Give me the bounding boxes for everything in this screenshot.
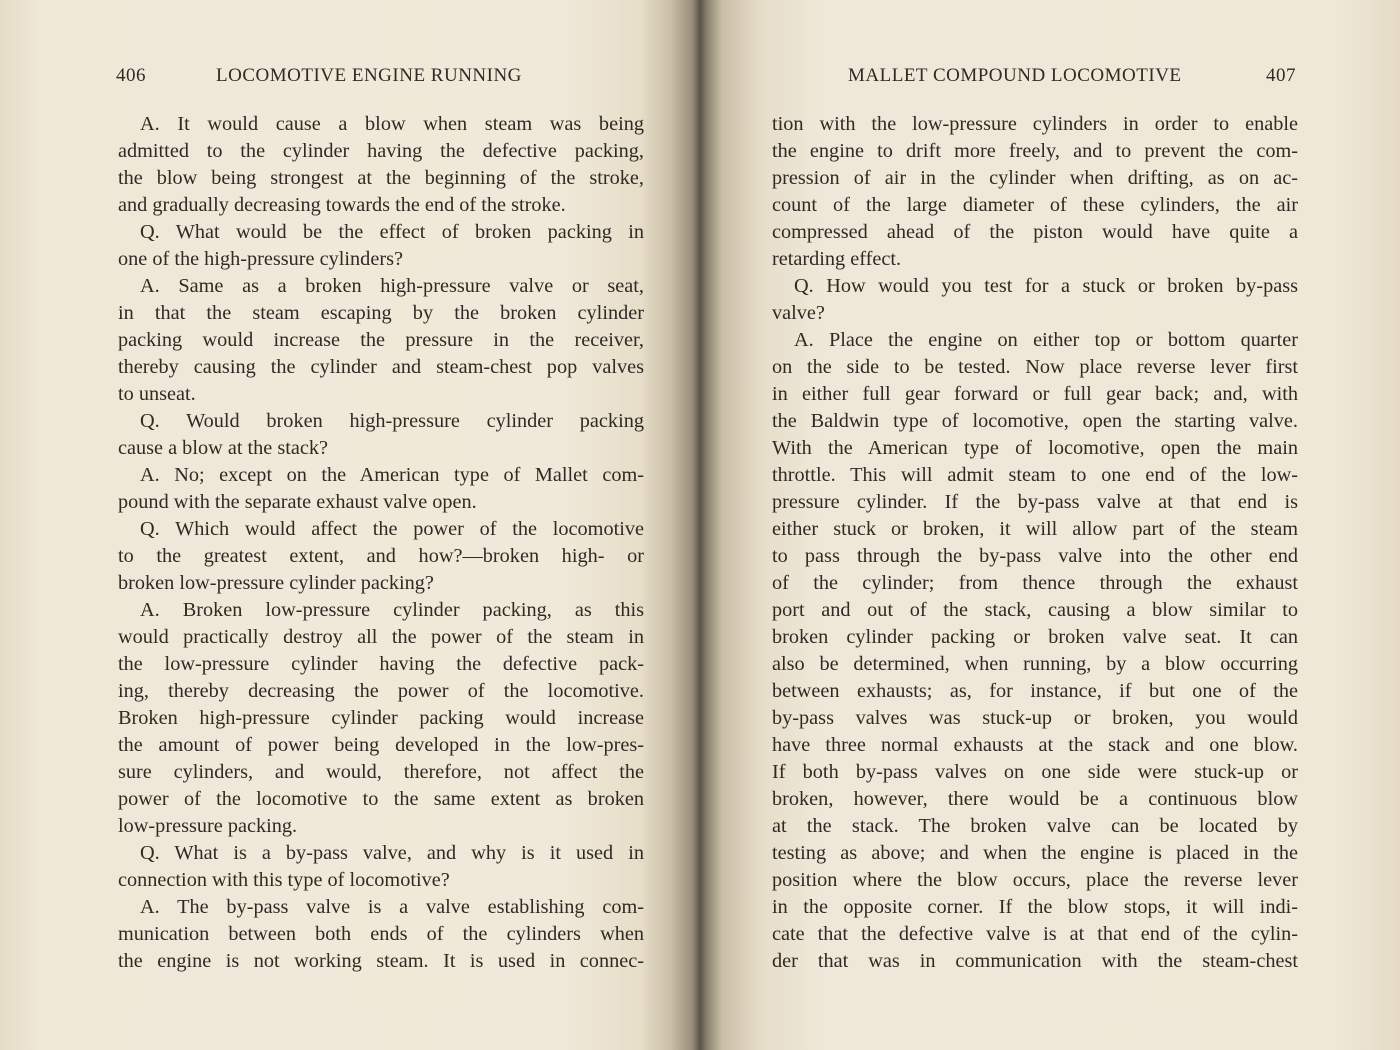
text-line: Q. What is a by-pass valve, and why is it used in bbox=[140, 842, 644, 864]
text-line: sure cylinders, and would, therefore, not affect the bbox=[118, 761, 644, 783]
text-line: the blow being strongest at the beginning of the stroke, bbox=[118, 167, 644, 189]
text-line: would practically destroy all the power of the steam in bbox=[118, 626, 644, 648]
text-line: also be determined, when running, by a blow occurring bbox=[772, 653, 1298, 675]
text-line: tion with the low-pressure cylinders in order to enable bbox=[772, 113, 1298, 135]
text-line: cause a blow at the stack? bbox=[118, 437, 329, 459]
text-line: broken cylinder packing or broken valve seat. It can bbox=[772, 626, 1298, 648]
text-line: thereby causing the cylinder and steam-chest pop valves bbox=[118, 356, 644, 378]
text-line: position where the blow occurs, place the reverse lever bbox=[772, 869, 1298, 891]
text-line: to pass through the by-pass valve into the other end bbox=[772, 545, 1298, 567]
text-line: pressure cylinder. If the by-pass valve at that end is bbox=[772, 491, 1298, 513]
text-line: Broken high-pressure cylinder packing would increase bbox=[118, 707, 644, 729]
text-line: pression of air in the cylinder when drifting, as on ac- bbox=[772, 167, 1298, 189]
text-line: der that was in communication with the steam-chest bbox=[772, 950, 1298, 972]
text-line: by-pass valves was stuck-up or broken, you would bbox=[772, 707, 1298, 729]
text-line: and gradually decreasing towards the end of the stroke. bbox=[118, 194, 566, 216]
text-line: A. No; except on the American type of Mallet com- bbox=[140, 464, 644, 486]
left-page-number: 406 bbox=[116, 65, 146, 86]
text-line: count of the large diameter of these cylinders, the air bbox=[772, 194, 1298, 216]
text-line: broken low-pressure cylinder packing? bbox=[118, 572, 434, 594]
text-line: the engine to drift more freely, and to prevent the com- bbox=[772, 140, 1298, 162]
text-line: Q. What would be the effect of broken packing in bbox=[140, 221, 644, 243]
text-line: retarding effect. bbox=[772, 248, 902, 270]
text-line: admitted to the cylinder having the defective packing, bbox=[118, 140, 644, 162]
text-line: A. Same as a broken high-pressure valve or seat, bbox=[140, 275, 644, 297]
right-page bbox=[700, 0, 1400, 1050]
text-line: Q. Which would affect the power of the locomotive bbox=[140, 518, 644, 540]
text-line: between exhausts; as, for instance, if but one of the bbox=[772, 680, 1298, 702]
text-line: in either full gear forward or full gear back; and, with bbox=[772, 383, 1298, 405]
text-line: If both by-pass valves on one side were stuck-up or bbox=[772, 761, 1298, 783]
text-line: of the cylinder; from thence through the exhaust bbox=[772, 572, 1298, 594]
text-line: one of the high-pressure cylinders? bbox=[118, 248, 403, 270]
right-running-head: MALLET COMPOUND LOCOMOTIVE bbox=[848, 65, 1182, 86]
text-line: the Baldwin type of locomotive, open the starting valve. bbox=[772, 410, 1298, 432]
text-line: testing as above; and when the engine is placed in the bbox=[772, 842, 1298, 864]
text-line: connection with this type of locomotive? bbox=[118, 869, 450, 891]
text-line: low-pressure packing. bbox=[118, 815, 298, 837]
text-line: to the greatest extent, and how?—broken high- or bbox=[118, 545, 644, 567]
text-line: A. It would cause a blow when steam was being bbox=[140, 113, 644, 135]
text-line: compressed ahead of the piston would have quite a bbox=[772, 221, 1298, 243]
text-line: in that the steam escaping by the broken cylinder bbox=[118, 302, 644, 324]
text-line: have three normal exhausts at the stack and one blow. bbox=[772, 734, 1298, 756]
text-line: valve? bbox=[772, 302, 825, 324]
text-line: on the side to be tested. Now place reverse lever first bbox=[772, 356, 1298, 378]
text-line: cate that the defective valve is at that end of the cylin- bbox=[772, 923, 1298, 945]
text-line: A. Place the engine on either top or bottom quarter bbox=[794, 329, 1298, 351]
text-line: in the opposite corner. If the blow stops, it will indi- bbox=[772, 896, 1298, 918]
text-line: With the American type of locomotive, open the main bbox=[772, 437, 1298, 459]
text-line: the amount of power being developed in the low-pres- bbox=[118, 734, 644, 756]
text-line: pound with the separate exhaust valve open. bbox=[118, 491, 477, 513]
text-line: the low-pressure cylinder having the defective pack- bbox=[118, 653, 644, 675]
text-line: ing, thereby decreasing the power of the locomotive. bbox=[118, 680, 644, 702]
text-line: throttle. This will admit steam to one end of the low- bbox=[772, 464, 1298, 486]
right-page-number: 407 bbox=[1266, 65, 1296, 86]
text-line: Q. How would you test for a stuck or broken by-pass bbox=[794, 275, 1298, 297]
left-page-text bbox=[118, 111, 644, 975]
text-line: the engine is not working steam. It is used in connec- bbox=[118, 950, 644, 972]
text-line: port and out of the stack, causing a blow similar to bbox=[772, 599, 1298, 621]
right-page-text bbox=[772, 111, 1298, 975]
text-line: broken, however, there would be a continuous blow bbox=[772, 788, 1298, 810]
text-line: to unseat. bbox=[118, 383, 196, 405]
text-line: A. The by-pass valve is a valve establishing com- bbox=[140, 896, 644, 918]
text-line: at the stack. The broken valve can be located by bbox=[772, 815, 1298, 837]
text-line: packing would increase the pressure in the receiver, bbox=[118, 329, 644, 351]
text-line: Q. Would broken high-pressure cylinder packing bbox=[140, 410, 644, 432]
left-running-head: LOCOMOTIVE ENGINE RUNNING bbox=[216, 65, 522, 86]
text-line: munication between both ends of the cylinders when bbox=[118, 923, 644, 945]
text-line: A. Broken low-pressure cylinder packing, as this bbox=[140, 599, 644, 621]
text-line: power of the locomotive to the same extent as broken bbox=[118, 788, 644, 810]
text-line: either stuck or broken, it will allow part of the steam bbox=[772, 518, 1298, 540]
